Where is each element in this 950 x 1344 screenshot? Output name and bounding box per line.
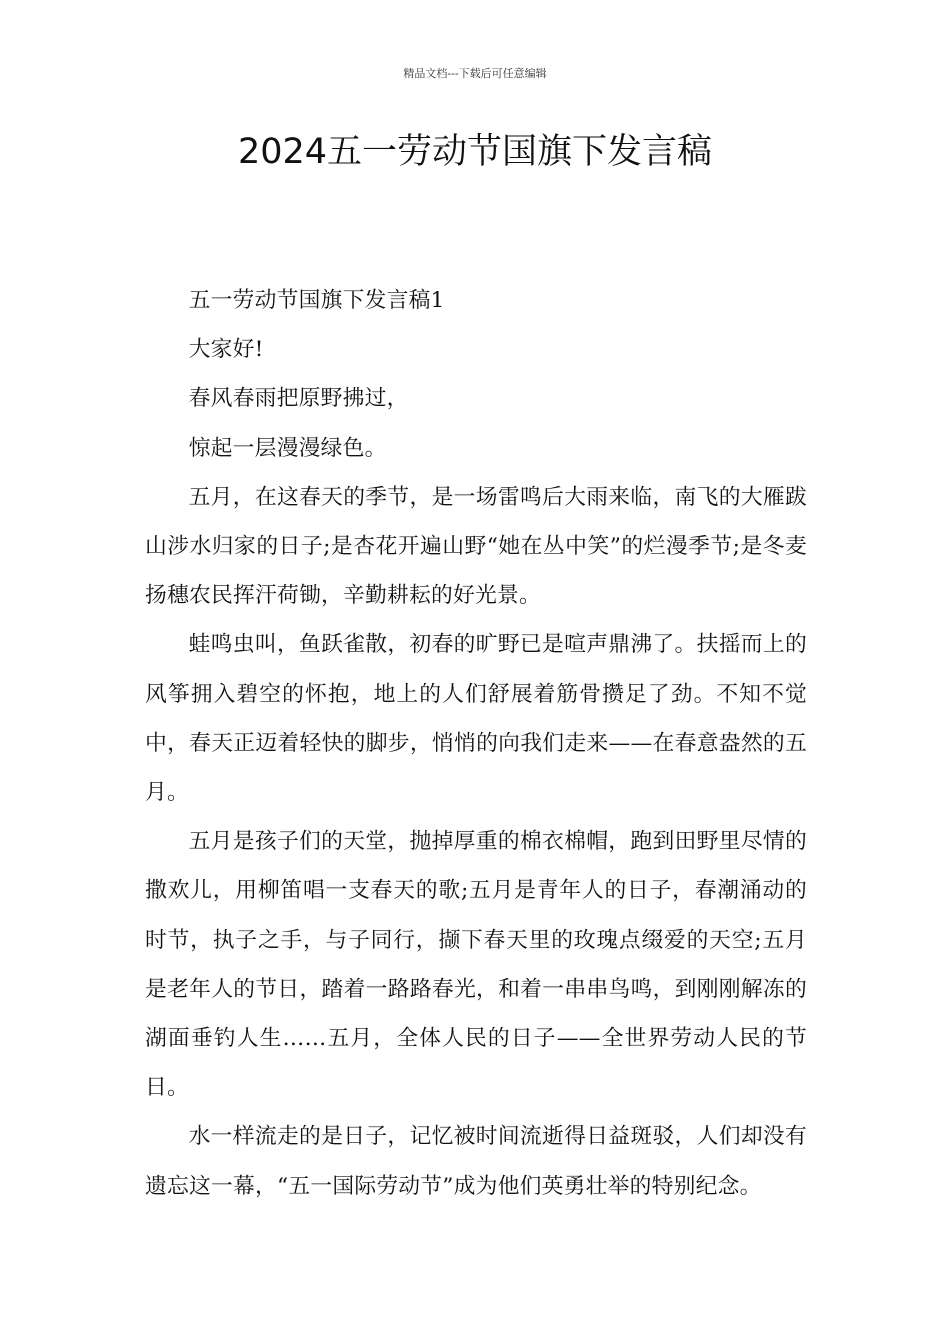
paragraph-verse-line-2: 惊起一层漫漫绿色。 [188,435,387,461]
paragraph-memory: 水一样流走的是日子，记忆被时间流逝得日益斑驳，人们却没有遗忘这一幕，“五一国际劳动节”成为他们英勇壮举的特别纪念。 [145,1124,807,1199]
document-title: 2024五一劳动节国旗下发言稿 [237,132,713,172]
paragraph-subtitle: 五一劳动节国旗下发言稿1 [188,288,445,313]
paragraph-greeting: 大家好! [188,337,264,363]
paragraph-spring-sounds: 蛙鸣虫叫，鱼跃雀散，初春的旷野已是喧声鼎沸了。扶摇而上的风筝拥入碧空的怀抱，地上的人们舒展着筋骨攒足了劲。不知不觉中，春天正迈着轻快的脚步，悄悄的向我们走来——在春意盎然的五月。 [145,632,807,806]
document-body [145,276,807,1211]
paragraph-may-season: 五月，在这春天的季节，是一场雷鸣后大雨来临，南飞的大雁跋山涉水归家的日子;是杏花开遍山野“她在丛中笑”的烂漫季节;是冬麦扬穗农民挥汗荷锄，辛勤耕耘的好光景。 [145,484,807,609]
header-note: 精品文档---下载后可任意编辑 [403,67,547,80]
paragraph-verse-line-1: 春风春雨把原野拂过， [188,386,409,412]
paragraph-may-for-all: 五月是孩子们的天堂，抛掉厚重的棉衣棉帽，跑到田野里尽情的撒欢儿，用柳笛唱一支春天的歌;五月是青年人的日子，春潮涌动的时节，执子之手，与子同行，撷下春天里的玫瑰点缀爱的天空;五月是老年人的节日，踏着一路路春光，和着一串串鸟鸣，到刚刚解冻的湖面垂钓人生……五月，全体人民的日子——全世界劳动人民的节日。 [145,829,807,1101]
